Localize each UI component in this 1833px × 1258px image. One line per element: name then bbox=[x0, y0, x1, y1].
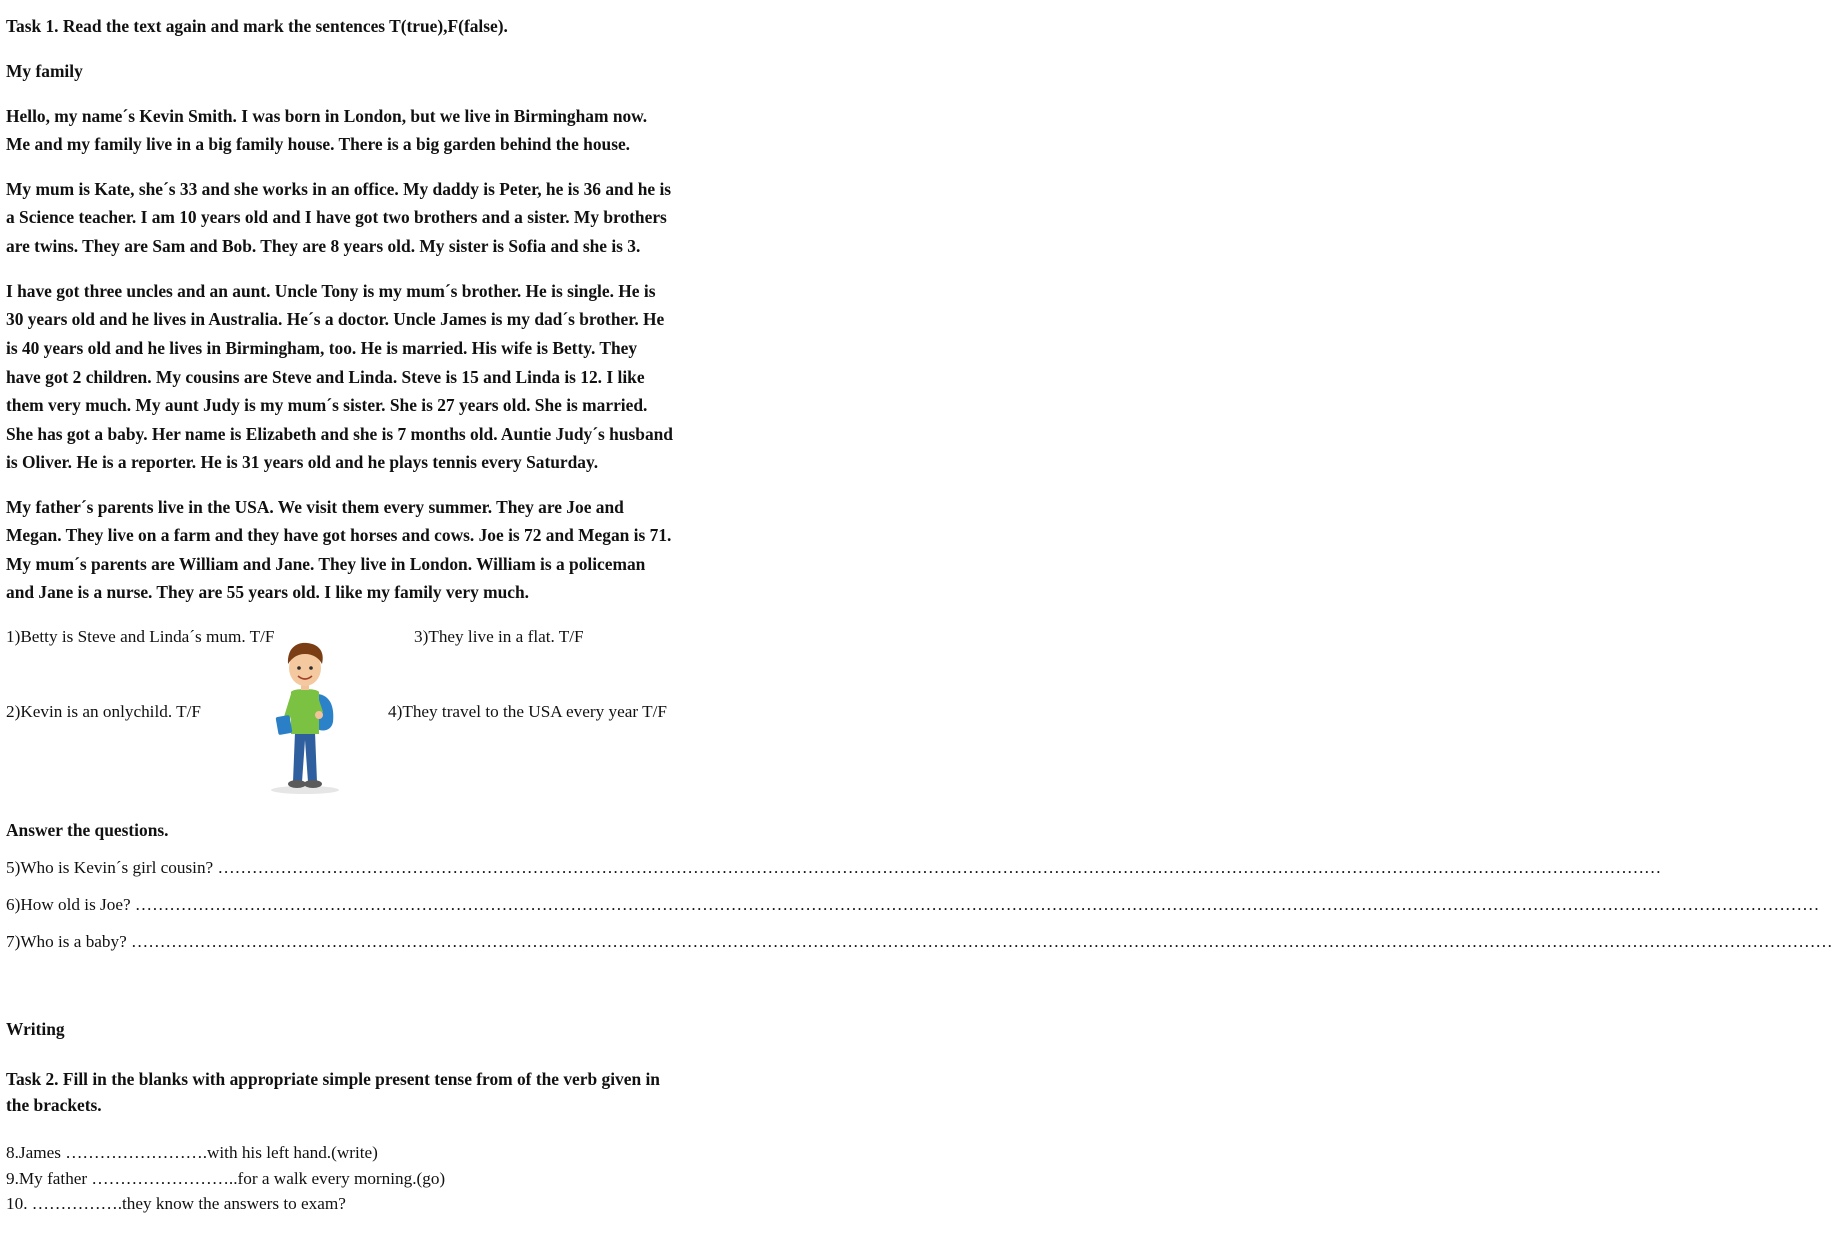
question-5: 5)Who is Kevin´s girl cousin? ……………………………………………………………………………………………………………………………………………………………………………………………………………………………… bbox=[6, 858, 1662, 877]
story-line: is Oliver. He is a reporter. He is 31 years old and he plays tennis every Saturday. bbox=[6, 452, 599, 472]
story-line: is 40 years old and he lives in Birmingham, too. He is married. His wife is Betty. They bbox=[6, 338, 638, 358]
story-line: Megan. They live on a farm and they have got horses and cows. Joe is 72 and Megan is 71. bbox=[6, 525, 672, 545]
exercise-9: 9.My father ……………………..for a walk every morning.(go) bbox=[6, 1169, 446, 1188]
statement-4: 4)They travel to the USA every year T/F bbox=[388, 702, 667, 721]
exercise-8: 8.James …………………….with his left hand.(write) bbox=[6, 1143, 378, 1162]
boy-with-backpack-icon bbox=[255, 636, 355, 796]
questions-heading: Answer the questions. bbox=[6, 820, 169, 840]
question-6: 6)How old is Joe? …………………………………………………………………………………………………………………………………………………………………………………………………………………………………………………………………… bbox=[6, 895, 1820, 914]
story-line: My mum is Kate, she´s 33 and she works in an office. My daddy is Peter, he is 36 and he is bbox=[6, 179, 672, 199]
question-7: 7)Who is a baby? ……………………………………………………………………………………………………………………………………………………………………………………………………………………………………………………………………… bbox=[6, 932, 1833, 951]
story-line: My mum´s parents are William and Jane. They live in London. William is a policeman bbox=[6, 554, 646, 574]
story-line: a Science teacher. I am 10 years old and I have got two brothers and a sister. My brothers bbox=[6, 207, 667, 227]
story-line: have got 2 children. My cousins are Steve and Linda. Steve is 15 and Linda is 12. I like bbox=[6, 367, 645, 387]
story-line: and Jane is a nurse. They are 55 years old. I like my family very much. bbox=[6, 582, 530, 602]
writing-heading: Writing bbox=[6, 1019, 65, 1039]
exercise-10: 10. …………….they know the answers to exam? bbox=[6, 1194, 346, 1213]
story-line: I have got three uncles and an aunt. Uncle Tony is my mum´s brother. He is single. He is bbox=[6, 281, 656, 301]
story-line: Me and my family live in a big family house. There is a big garden behind the house. bbox=[6, 134, 631, 154]
statement-3: 3)They live in a flat. T/F bbox=[414, 627, 584, 646]
story-title: My family bbox=[6, 61, 83, 81]
story-line: are twins. They are Sam and Bob. They are 8 years old. My sister is Sofia and she is 3. bbox=[6, 236, 641, 256]
task1-heading: Task 1. Read the text again and mark the sentences T(true),F(false). bbox=[6, 16, 508, 36]
task2-heading-continued: the brackets. bbox=[6, 1095, 102, 1115]
story-line: My father´s parents live in the USA. We visit them every summer. They are Joe and bbox=[6, 497, 624, 517]
task2-heading: Task 2. Fill in the blanks with appropriate simple present tense from of the verb given in bbox=[6, 1069, 660, 1089]
statement-1: 1)Betty is Steve and Linda´s mum. T/F bbox=[6, 627, 275, 646]
story-line: Hello, my name´s Kevin Smith. I was born in London, but we live in Birmingham now. bbox=[6, 106, 648, 126]
story-line: them very much. My aunt Judy is my mum´s sister. She is 27 years old. She is married. bbox=[6, 395, 648, 415]
story-line: She has got a baby. Her name is Elizabeth and she is 7 months old. Auntie Judy´s husband bbox=[6, 424, 673, 444]
story-line: 30 years old and he lives in Australia. He´s a doctor. Uncle James is my dad´s brother. He bbox=[6, 309, 665, 329]
statement-2: 2)Kevin is an onlychild. T/F bbox=[6, 702, 201, 721]
